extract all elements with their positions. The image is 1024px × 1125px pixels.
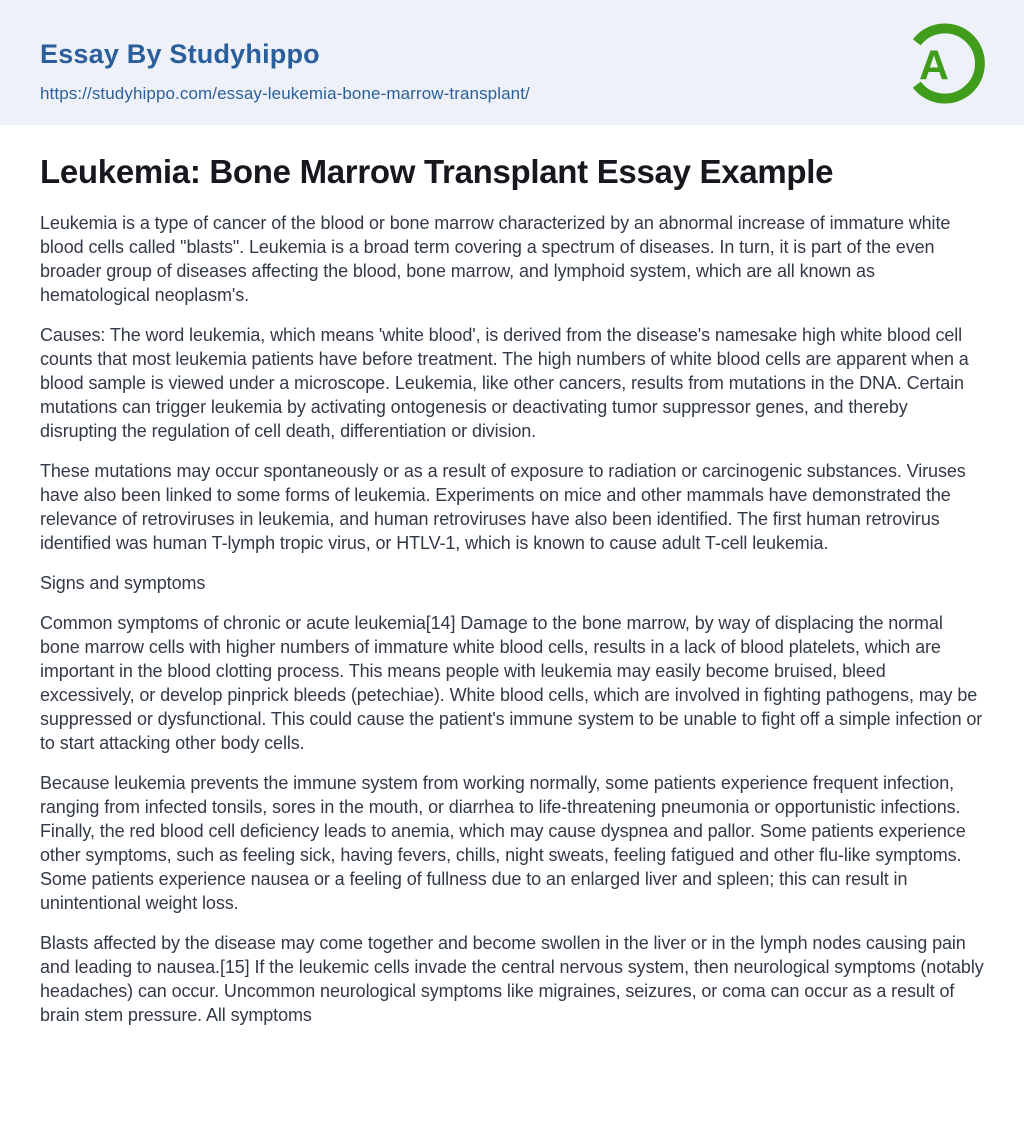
essay-paragraph: Causes: The word leukemia, which means 'white blood', is derived from the disease's namesake high white blood cell counts that most leukemia patients have before treatment. The high numbers of white blood cells are apparent when a blood sample is viewed under a microscope. Leukemia, like other cancers, results from mutations in the DNA. Certain mutations can trigger leukemia by activating ontogenesis or deactivating tumor suppressor genes, and thereby disrupting the regulation of cell death, differentiation or division.	[40, 324, 969, 441]
essay-title: Leukemia: Bone Marrow Transplant Essay Example	[40, 153, 834, 190]
page-header	[0, 0, 1024, 125]
essay-paragraph: Leukemia is a type of cancer of the blood or bone marrow characterized by an abnormal increase of immature white blood cells called "blasts". Leukemia is a broad term covering a spectrum of diseases. In turn, it is part of the even broader group of diseases affecting the blood, bone marrow, and lymphoid system, which are all known as hematological neoplasm's.	[40, 212, 951, 305]
studyhippo-logo	[898, 16, 988, 111]
essay-section-heading: Signs and symptoms	[40, 572, 206, 593]
essay-paragraph: Blasts affected by the disease may come together and become swollen in the liver or in the lymph nodes causing pain and leading to nausea.[15] If the leukemic cells invade the central nervous system, then neurological symptoms (notably headaches) can occur. Uncommon neurological symptoms like migraines, seizures, or coma can occur as a result of brain stem pressure. All symptoms	[40, 932, 984, 1025]
logo-arc-icon	[898, 16, 988, 111]
logo-letter: A	[919, 42, 949, 89]
essay-paragraph: These mutations may occur spontaneously or as a result of exposure to radiation or carcinogenic substances. Viruses have also been linked to some forms of leukemia. Experiments on mice and other mammals have demonstrated the relevance of retroviruses in leukemia, and human retroviruses have also been identified. The first human retrovirus identified was human T-lymph tropic virus, or HTLV-1, which is known to cause adult T-cell leukemia.	[40, 460, 966, 553]
source-url-link[interactable]: https://studyhippo.com/essay-leukemia-bone-marrow-transplant/	[40, 83, 530, 103]
site-title: Essay By Studyhippo	[40, 39, 320, 69]
essay-content	[0, 125, 1024, 1027]
essay-paragraph: Common symptoms of chronic or acute leukemia[14] Damage to the bone marrow, by way of displacing the normal bone marrow cells with higher numbers of immature white blood cells, results in a lack of blood platelets, which are important in the blood clotting process. This means people with leukemia may easily become bruised, bleed excessively, or develop pinprick bleeds (petechiae). White blood cells, which are involved in fighting pathogens, may be suppressed or dysfunctional. This could cause the patient's immune system to be unable to fight off a simple infection or to start attacking other body cells.	[40, 612, 983, 753]
essay-paragraph: Because leukemia prevents the immune system from working normally, some patients experience frequent infection, ranging from infected tonsils, sores in the mouth, or diarrhea to life-threatening pneumonia or opportunistic infections. Finally, the red blood cell deficiency leads to anemia, which may cause dyspnea and pallor. Some patients experience other symptoms, such as feeling sick, having fevers, chills, night sweats, feeling fatigued and other flu-like symptoms. Some patients experience nausea or a feeling of fullness due to an enlarged liver and spleen; this can result in unintentional weight loss.	[40, 772, 966, 913]
